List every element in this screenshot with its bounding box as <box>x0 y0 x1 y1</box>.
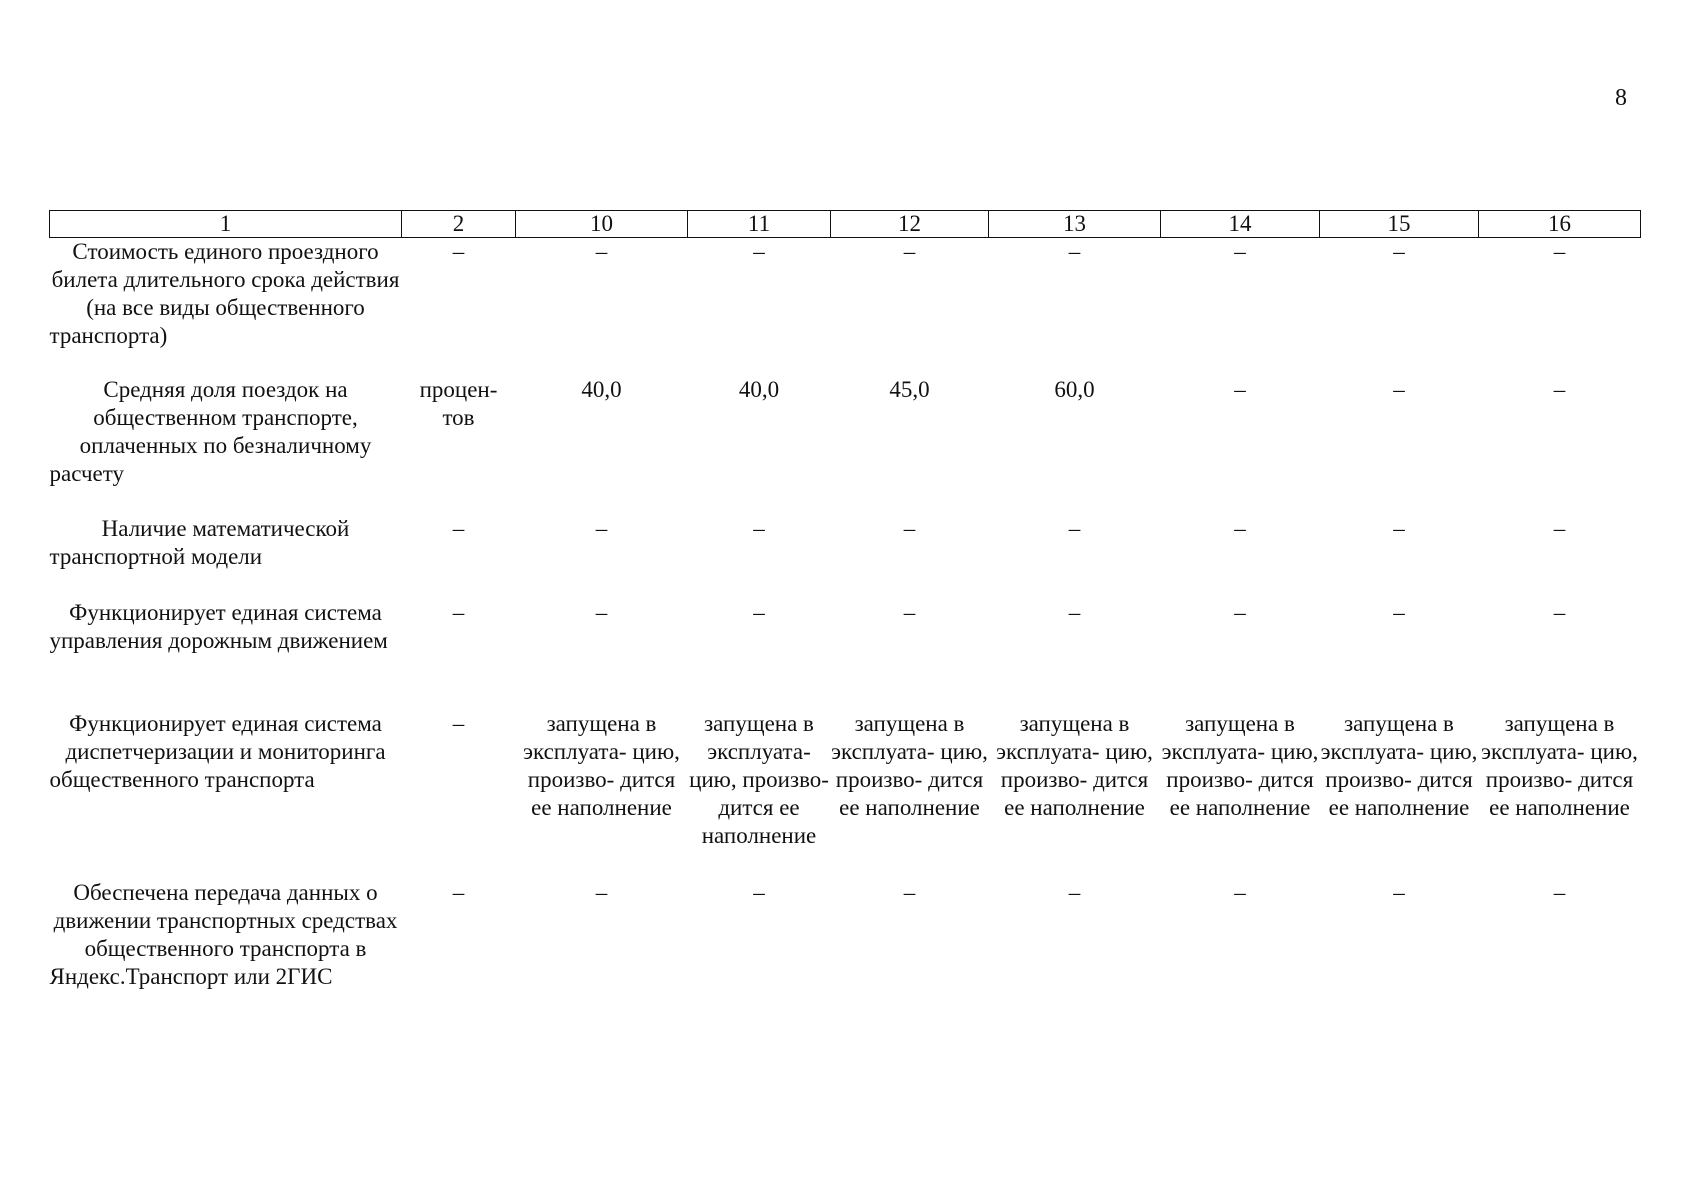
indicator-name: Средняя доля поездок на общественном транспорте, оплаченных по безналичному расчету <box>49 377 372 486</box>
column-header: 16 <box>1479 211 1641 238</box>
column-header: 1 <box>50 211 402 238</box>
value-cell: – <box>1068 239 1081 264</box>
value-cell: – <box>1553 880 1566 905</box>
table-row <box>50 710 1641 879</box>
unit-cell: – <box>452 239 465 264</box>
value-cell: – <box>1393 600 1405 625</box>
indicator-name: Наличие математической транспортной модели <box>49 516 350 569</box>
value-cell: 40,0 <box>738 377 780 402</box>
unit-cell: – <box>452 516 465 541</box>
value-cell: – <box>595 600 608 625</box>
value-cell: – <box>903 880 916 905</box>
value-cell: – <box>1553 239 1566 264</box>
indicators-table <box>49 210 1641 1029</box>
value-cell: – <box>1234 239 1246 264</box>
value-cell: 40,0 <box>581 377 622 402</box>
value-cell: – <box>1393 239 1405 264</box>
value-cell: – <box>595 880 608 905</box>
value-cell: – <box>1393 516 1405 541</box>
value-cell: – <box>1393 377 1405 402</box>
status-cell: запущена в эксплуата- цию, произво- дится ее наполнение <box>1161 711 1319 820</box>
status-cell: запущена в эксплуата- цию, произво- дится ее наполнение <box>831 711 988 820</box>
unit-cell: – <box>452 711 465 736</box>
value-cell: – <box>595 516 608 541</box>
value-cell: – <box>1068 516 1081 541</box>
column-number-row <box>50 211 1641 238</box>
table-row <box>50 238 1641 377</box>
status-cell: запущена в эксплуата- цию, произво- дится ее наполнение <box>689 711 829 848</box>
value-cell: – <box>753 600 765 625</box>
value-cell: – <box>903 516 916 541</box>
value-cell: 45,0 <box>889 377 930 402</box>
column-header: 12 <box>831 211 989 238</box>
value-cell: – <box>753 239 765 264</box>
indicator-name: Функционирует единая система управления дорожным движением <box>49 600 388 653</box>
value-cell: – <box>903 239 916 264</box>
value-cell: – <box>753 516 765 541</box>
unit-cell: – <box>452 880 465 905</box>
indicator-name: Стоимость единого проездного билета длительного срока действия (на все виды общественного транспорта) <box>49 239 400 348</box>
value-cell: – <box>1393 880 1405 905</box>
column-header: 2 <box>402 211 516 238</box>
value-cell: – <box>595 239 608 264</box>
table-row <box>50 376 1641 515</box>
unit-cell: – <box>452 600 465 625</box>
value-cell: – <box>1068 880 1081 905</box>
column-header: 13 <box>989 211 1161 238</box>
indicator-name: Обеспечена передача данных о движении транспортных средствах общественного транспорта в Яндекс.Транспорт или 2ГИС <box>49 880 398 989</box>
value-cell: – <box>1234 880 1246 905</box>
value-cell: – <box>1553 377 1566 402</box>
status-cell: запущена в эксплуата- цию, произво- дится ее наполнение <box>996 711 1153 820</box>
table-row <box>50 879 1641 1029</box>
value-cell: – <box>1234 600 1246 625</box>
status-cell: запущена в эксплуата- цию, произво- дится ее наполнение <box>1320 711 1478 820</box>
indicator-name: Функционирует единая система диспетчеризации и мониторинга общественного транспорта <box>49 711 386 792</box>
page-number: 8 <box>1615 85 1627 111</box>
column-header: 10 <box>516 211 688 238</box>
status-cell: запущена в эксплуата- цию, произво- дится ее наполнение <box>523 711 680 820</box>
value-cell: 60,0 <box>1054 377 1095 402</box>
value-cell: – <box>1553 516 1566 541</box>
value-cell: – <box>753 880 765 905</box>
value-cell: – <box>1234 377 1246 402</box>
value-cell: – <box>1068 600 1081 625</box>
column-header: 11 <box>688 211 831 238</box>
column-header: 14 <box>1161 211 1320 238</box>
unit-cell: процен- тов <box>419 377 498 430</box>
status-cell: запущена в эксплуата- цию, произво- дится ее наполнение <box>1481 711 1638 820</box>
column-header: 15 <box>1320 211 1479 238</box>
table-row <box>50 599 1641 710</box>
value-cell: – <box>1234 516 1246 541</box>
value-cell: – <box>1553 600 1566 625</box>
value-cell: – <box>903 600 916 625</box>
table-row <box>50 515 1641 599</box>
